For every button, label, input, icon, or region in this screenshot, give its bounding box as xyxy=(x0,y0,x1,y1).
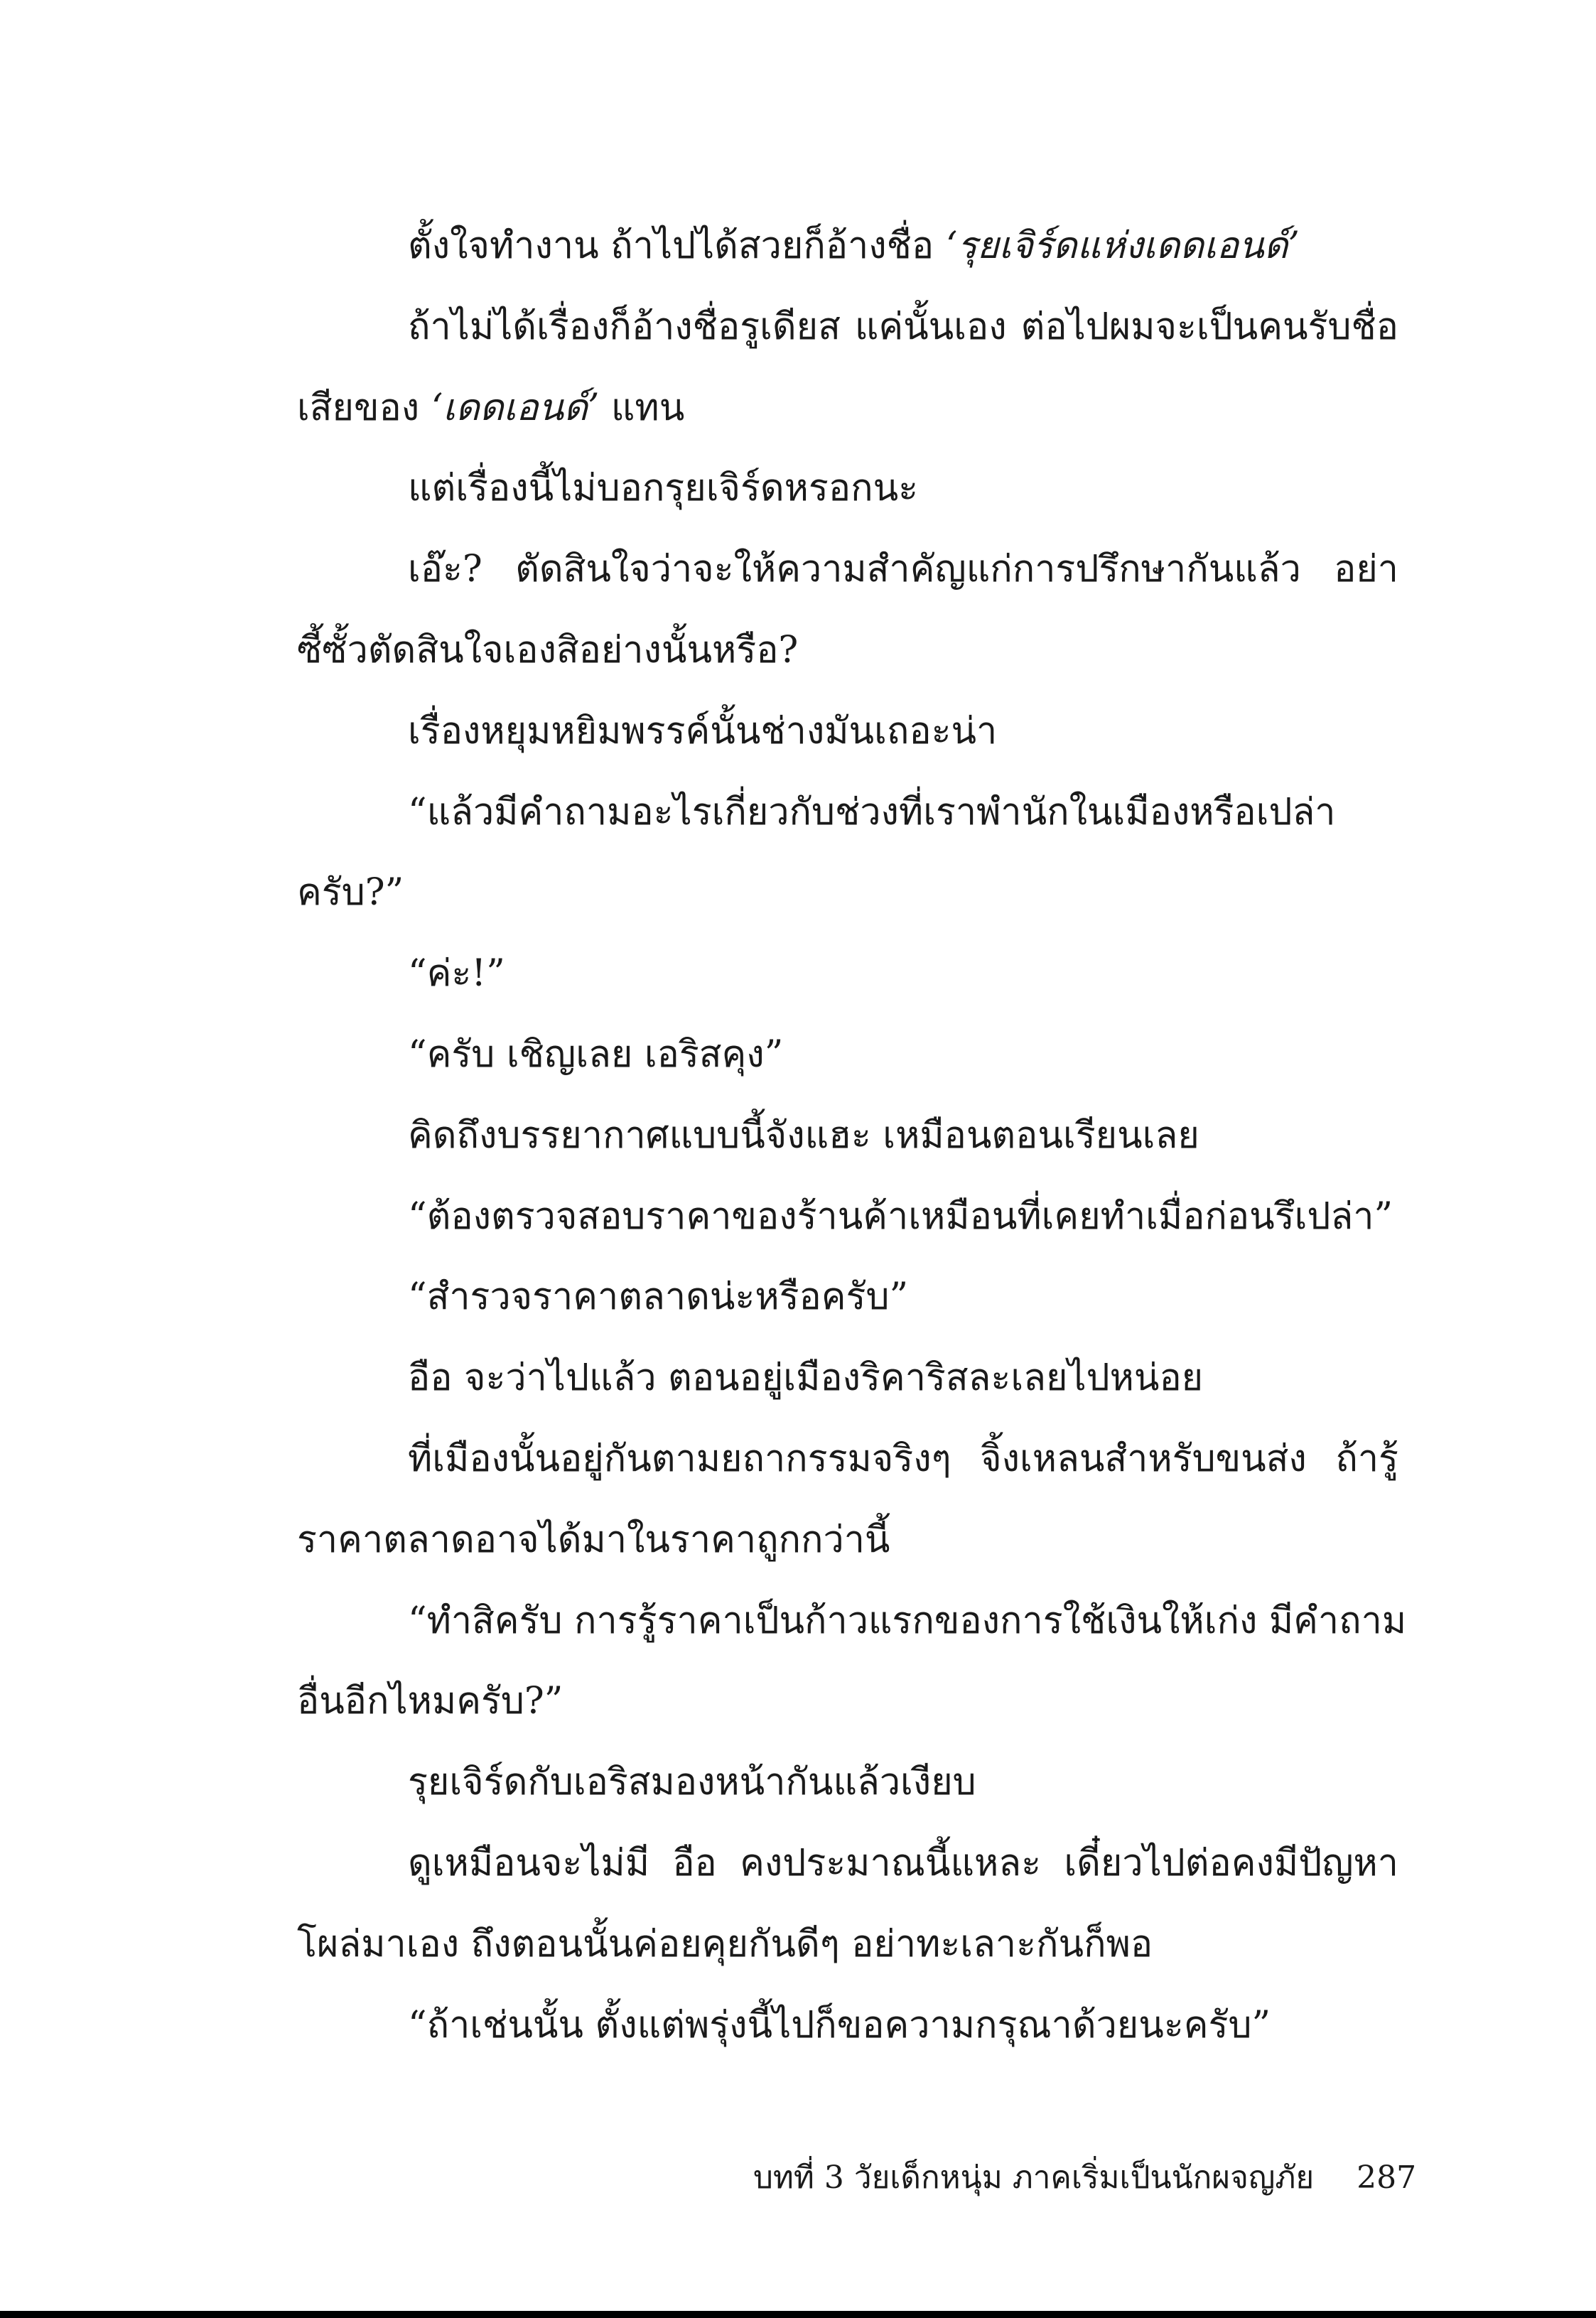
line-text: รุยเจิร์ดกับเอริสมองหน้ากันแล้วเงียบ xyxy=(408,1761,976,1804)
text-line xyxy=(297,1500,1398,1581)
text-line xyxy=(297,1177,1398,1258)
line-text: ราคาตลาดอาจได้มาในราคาถูกกว่านี้ xyxy=(297,1518,890,1561)
text-line xyxy=(297,1904,1398,1985)
line-text: “ทำสิครับ การรู้ราคาเป็นก้าวแรกของการใช้เงินให้เก่ง มีคำถาม xyxy=(408,1599,1407,1642)
line-text: “ถ้าเช่นนั้น ตั้งแต่พรุ่งนี้ไปก็ขอความกรุณาด้วยนะครับ” xyxy=(408,2003,1271,2047)
text-line xyxy=(297,934,1398,1015)
line-text: “ต้องตรวจสอบราคาของร้านค้าเหมือนที่เคยทำเมื่อก่อนรึเปล่า” xyxy=(408,1195,1393,1238)
line-text: แทน xyxy=(599,386,685,429)
text-line xyxy=(297,1257,1398,1338)
line-text: ดูเหมือนจะไม่มี อือ คงประมาณนี้แหละ เดี๋ยวไปต่อคงมีปัญหา xyxy=(408,1841,1398,1885)
running-footer xyxy=(753,2153,1417,2203)
line-text: “ค่ะ!” xyxy=(408,952,505,996)
line-text: ตั้งใจทำงาน ถ้าไปได้สวยก็อ้างชื่อ xyxy=(408,225,946,267)
line-text: “สำรวจราคาตลาดน่ะหรือครับ” xyxy=(408,1276,909,1319)
line-text: อือ จะว่าไปแล้ว ตอนอยู่เมืองริคาริสละเลยไปหน่อย xyxy=(408,1357,1204,1400)
italic-name: ‘เดดเอนด์’ xyxy=(431,386,600,429)
text-line xyxy=(297,1581,1407,1662)
line-text: อื่นอีกไหมครับ?” xyxy=(297,1680,564,1723)
line-text: เอ๊ะ? ตัดสินใจว่าจะให้ความสำคัญแก่การปรึกษากันแล้ว อย่า xyxy=(408,548,1398,591)
text-line xyxy=(297,1823,1398,1904)
page-number: 287 xyxy=(1357,2160,1417,2196)
text-line xyxy=(297,529,1398,610)
text-line xyxy=(297,610,1398,691)
line-text: แต่เรื่องนี้ไม่บอกรุยเจิร์ดหรอกนะ xyxy=(408,467,919,510)
text-line xyxy=(297,368,1398,449)
text-line xyxy=(297,1419,1398,1500)
text-line xyxy=(297,1661,1398,1742)
italic-name: ‘รุยเจิร์ดแห่งเดดเอนด์’ xyxy=(945,225,1300,267)
text-line xyxy=(297,1015,1398,1096)
line-text: ซี้ซั้วตัดสินใจเองสิอย่างนั้นหรือ? xyxy=(297,628,799,672)
text-line xyxy=(297,448,1398,529)
line-text: โผล่มาเอง ถึงตอนนั้นค่อยคุยกันดีๆ อย่าทะเลาะกันก็พอ xyxy=(297,1922,1153,1966)
text-line xyxy=(297,853,1398,934)
text-line xyxy=(297,206,1398,287)
text-line xyxy=(297,1096,1398,1177)
text-line xyxy=(297,691,1398,772)
scan-edge-bar xyxy=(0,2311,1596,2318)
text-line xyxy=(297,1985,1398,2066)
text-line xyxy=(297,772,1398,853)
line-text: เรื่องหยุมหยิมพรรค์นั้นช่างมันเถอะน่า xyxy=(408,709,998,753)
line-text: ครับ?” xyxy=(297,871,404,915)
line-text: “ครับ เชิญเลย เอริสคุง” xyxy=(408,1033,784,1076)
line-text: “แล้วมีคำถามอะไรเกี่ยวกับช่วงที่เราพำนักในเมืองหรือเปล่า xyxy=(408,790,1336,834)
chapter-title: บทที่ 3 วัยเด็กหนุ่ม ภาคเริ่มเป็นนักผจญภัย xyxy=(753,2160,1315,2196)
line-text: ถ้าไม่ได้เรื่องก็อ้างชื่อรูเดียส แค่นั้นเอง ต่อไปผมจะเป็นคนรับชื่อ xyxy=(408,305,1398,348)
line-text: เสียของ xyxy=(297,386,431,429)
text-line xyxy=(297,1742,1398,1823)
text-line xyxy=(297,1338,1398,1419)
text-line xyxy=(297,287,1398,368)
body-text xyxy=(297,206,1407,2066)
line-text: ที่เมืองนั้นอยู่กันตามยถากรรมจริงๆ จิ้งเหลนสำหรับขนส่ง ถ้ารู้ xyxy=(408,1437,1398,1480)
line-text: คิดถึงบรรยากาศแบบนี้จังแฮะ เหมือนตอนเรียนเลย xyxy=(408,1114,1199,1157)
